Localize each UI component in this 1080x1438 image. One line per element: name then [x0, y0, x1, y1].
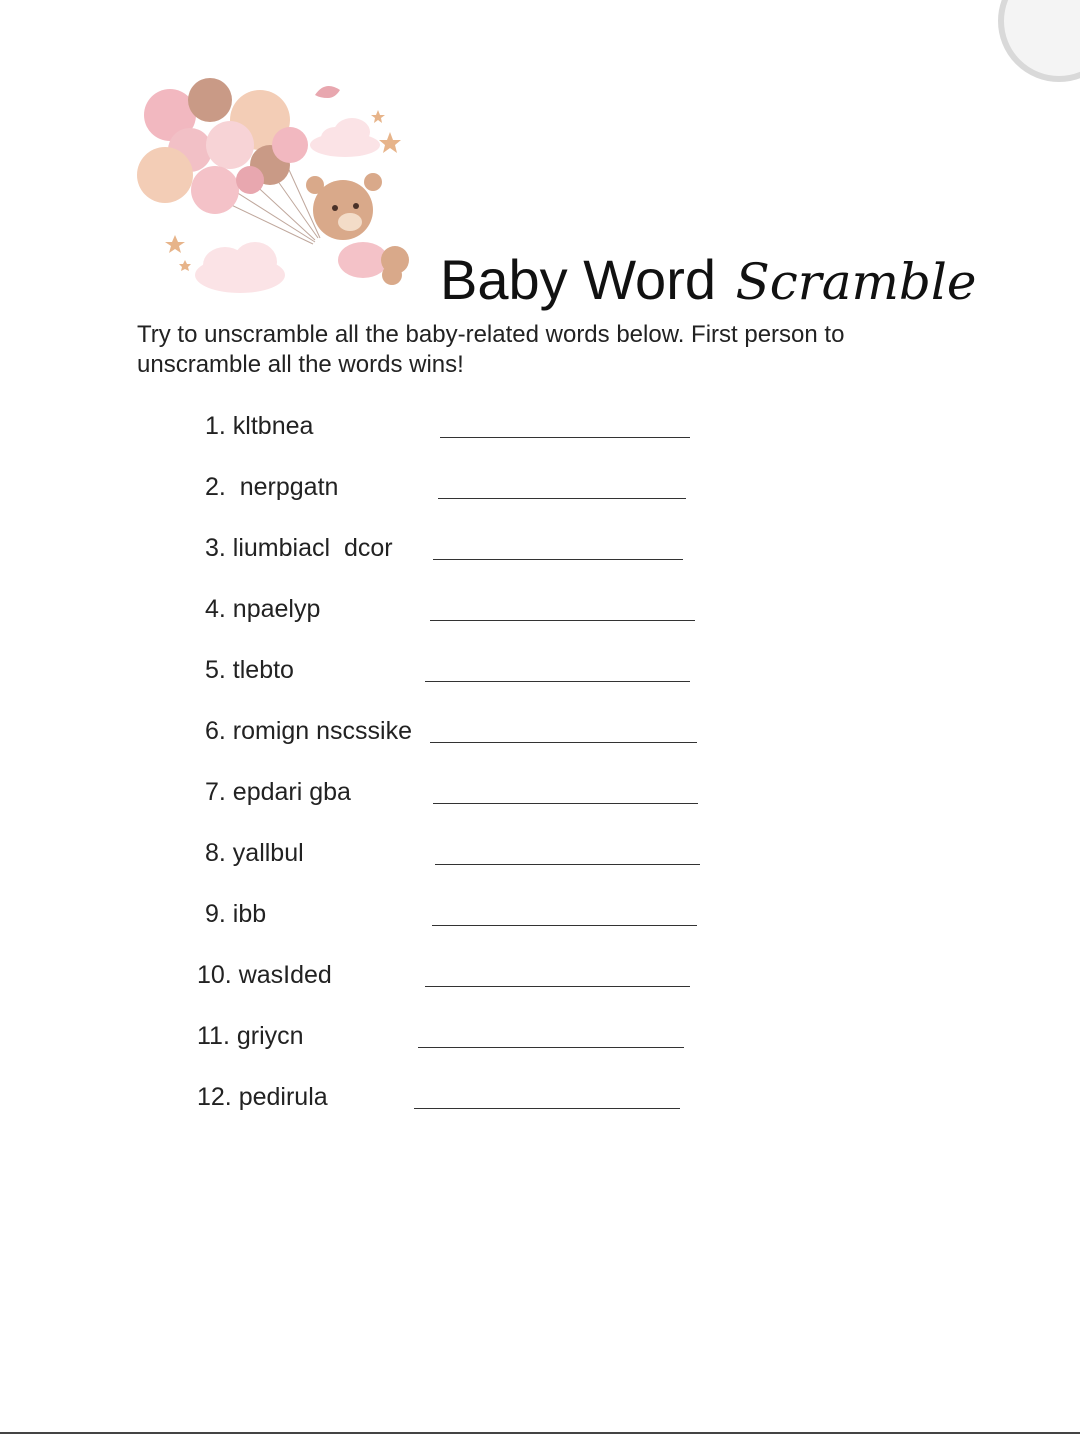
answer-line	[438, 498, 686, 499]
instructions-text: Try to unscramble all the baby-related words below. First person to unscramble all the words wins!	[137, 321, 845, 378]
scrambled-word: 10. wasIded	[197, 961, 332, 989]
scrambled-word: 2. nerpgatn	[205, 473, 339, 501]
scrambled-word: 5. tlebto	[205, 656, 294, 684]
answer-line	[425, 986, 690, 987]
answer-line	[433, 803, 698, 804]
answer-line	[418, 1047, 684, 1048]
answer-line	[432, 925, 697, 926]
scrambled-word: 4. npaelyp	[205, 595, 321, 623]
answer-line	[440, 437, 690, 438]
answer-line	[430, 620, 695, 621]
answer-line	[414, 1108, 680, 1109]
answer-line	[425, 681, 690, 682]
answer-line	[435, 864, 700, 865]
scrambled-word: 7. epdari gba	[205, 778, 351, 806]
scrambled-word: 3. liumbiacl dcor	[205, 534, 393, 562]
scrambled-word: 11. griycn	[197, 1022, 304, 1050]
bottom-divider	[0, 1432, 1080, 1434]
title-script: Scramble	[735, 253, 977, 311]
title-main: Baby Word	[440, 248, 716, 311]
scrambled-word: 8. yallbul	[205, 839, 304, 867]
scrambled-word: 9. ibb	[205, 900, 267, 928]
scrambled-word: 12. pedirula	[197, 1083, 328, 1111]
answer-line	[430, 742, 697, 743]
scrambled-word: 6. romign nscssike	[205, 717, 413, 745]
scrambled-word: 1. kltbnea	[205, 412, 314, 440]
answer-line	[433, 559, 683, 560]
